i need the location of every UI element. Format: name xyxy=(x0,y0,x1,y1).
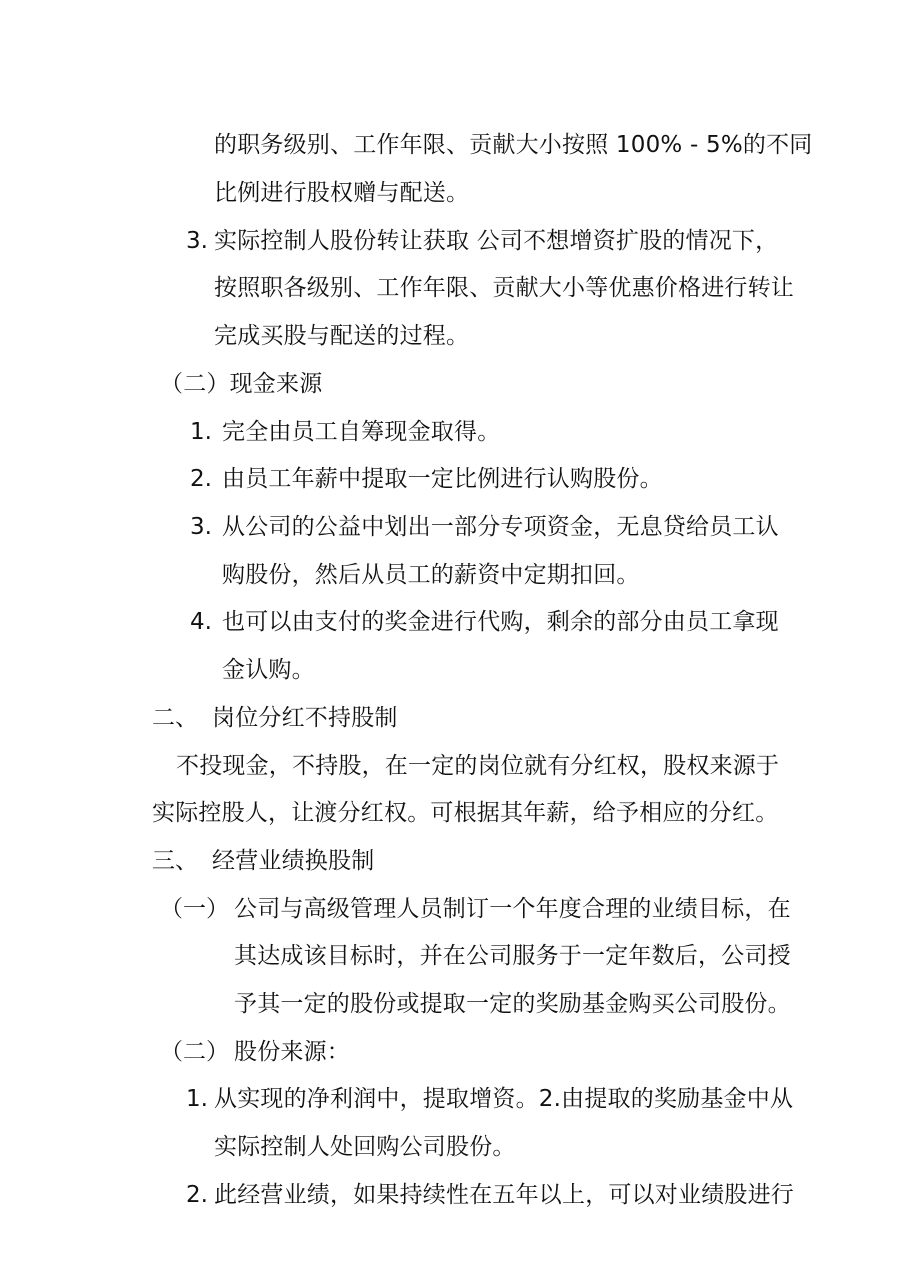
list-number: 1. xyxy=(186,1086,208,1112)
list-number: 1. xyxy=(190,419,212,445)
text-line: 实际控制人处回购公司股份。 xyxy=(214,1134,516,1160)
heading-number: 三、 xyxy=(152,848,198,874)
list-number: （二） xyxy=(160,1039,229,1065)
section-heading: （二）现金来源 xyxy=(160,371,323,397)
text-line: 完成买股与配送的过程。 xyxy=(214,323,470,349)
list-number: 4. xyxy=(190,609,212,635)
list-number: 3. xyxy=(186,228,208,254)
text-line: 的职务级别、工作年限、贡献大小按照 100% - 5%的不同 xyxy=(214,132,813,158)
text-line: 完全由员工自筹现金取得。 xyxy=(222,419,501,445)
text-line: 从实现的净利润中，提取增资。2.由提取的奖励基金中从 xyxy=(214,1086,794,1112)
heading-number: 二、 xyxy=(152,705,198,731)
text-line: 从公司的公益中划出一部分专项资金，无息贷给员工认 xyxy=(222,514,779,540)
text-line: 购股份，然后从员工的薪资中定期扣回。 xyxy=(222,562,640,588)
text-line: 实际控股人，让渡分红权。可根据其年薪，给予相应的分红。 xyxy=(152,800,779,826)
section-heading: 岗位分红不持股制 xyxy=(212,705,398,731)
text-line: 不投现金，不持股，在一定的岗位就有分红权，股权来源于 xyxy=(176,753,780,779)
text-line: 按照职各级别、工作年限、贡献大小等优惠价格进行转让 xyxy=(214,275,794,301)
section-heading: 经营业绩换股制 xyxy=(212,848,375,874)
text-line: 金认购。 xyxy=(222,657,315,683)
text-line: 其达成该目标时，并在公司服务于一定年数后，公司授 xyxy=(234,943,791,969)
list-number: 2. xyxy=(186,1182,208,1208)
text-line: 也可以由支付的奖金进行代购，剩余的部分由员工拿现 xyxy=(222,609,779,635)
section-heading: 股份来源： xyxy=(234,1039,350,1065)
list-number: 2. xyxy=(190,466,212,492)
text-line: 比例进行股权赠与配送。 xyxy=(214,180,470,206)
list-number: 3. xyxy=(190,514,212,540)
text-line: 实际控制人股份转让获取 公司不想增资扩股的情况下， xyxy=(214,228,779,254)
text-line: 由员工年薪中提取一定比例进行认购股份。 xyxy=(222,466,663,492)
text-line: 公司与高级管理人员制订一个年度合理的业绩目标，在 xyxy=(234,896,791,922)
list-number: （一） xyxy=(160,896,229,922)
text-line: 此经营业绩，如果持续性在五年以上，可以对业绩股进行 xyxy=(214,1182,794,1208)
text-line: 予其一定的股份或提取一定的奖励基金购买公司股份。 xyxy=(234,991,791,1017)
